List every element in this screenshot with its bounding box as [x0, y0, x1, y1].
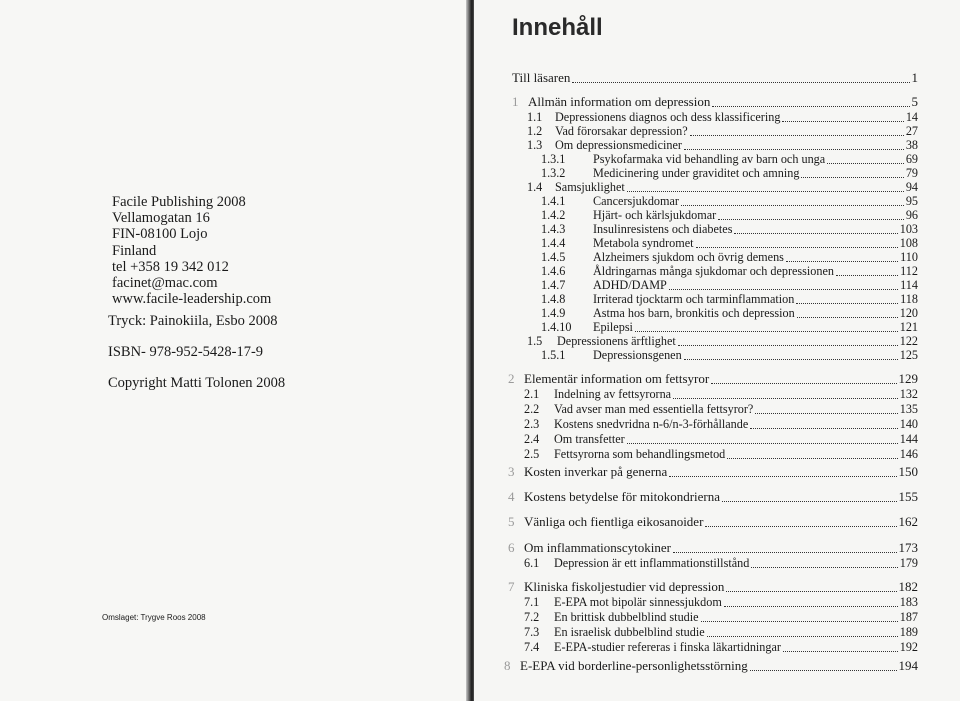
colophon-line: Facile Publishing 2008	[112, 194, 246, 210]
toc-leader-dots	[755, 412, 897, 414]
toc-entry	[508, 466, 918, 480]
toc-entry	[524, 611, 918, 625]
toc-leader-dots	[801, 176, 903, 178]
toc-entry-title: Kliniska fiskoljestudier vid depression	[524, 579, 725, 594]
toc-entry-page: 162	[898, 514, 918, 529]
toc-entry-number: 6.1	[524, 556, 540, 570]
toc-entry	[541, 209, 918, 223]
toc-entry-page: 125	[899, 348, 918, 362]
toc-entry	[541, 237, 918, 251]
toc-entry	[524, 448, 918, 462]
toc-leader-dots	[669, 288, 898, 290]
toc-entry-page: 38	[905, 138, 918, 152]
printer-info: Tryck: Painokiila, Esbo 2008	[108, 313, 278, 329]
toc-entry-page: 146	[899, 447, 918, 461]
toc-entry-page: 114	[900, 278, 918, 292]
toc-entry-number: 7	[508, 579, 515, 594]
toc-entry-number: 2.5	[524, 447, 540, 461]
toc-entry-number: 1.3.2	[541, 166, 566, 180]
toc-entry-page: 118	[900, 292, 918, 306]
toc-entry-title: En israelisk dubbelblind studie	[554, 625, 705, 639]
toc-entry-number: 1.4	[527, 180, 543, 194]
toc-entry	[524, 418, 918, 432]
toc-leader-dots	[750, 427, 897, 429]
toc-entry-page: 150	[898, 464, 918, 479]
toc-entry-page: 155	[898, 489, 918, 504]
toc-entry-number: 7.2	[524, 610, 540, 624]
toc-leader-dots	[796, 302, 898, 304]
isbn: ISBN- 978-952-5428-17-9	[108, 344, 264, 360]
toc-entry-number: 2	[508, 371, 515, 386]
colophon-line: facinet@mac.com	[112, 275, 218, 292]
toc-leader-dots	[635, 330, 898, 332]
toc-entry-title: Allmän information om depression	[528, 94, 711, 109]
toc-entry-page: 187	[899, 610, 918, 624]
toc-entry-number: 7.1	[524, 595, 540, 609]
toc-entry-title: Hjärt- och kärlsjukdomar	[593, 208, 717, 222]
toc-entry-title: Om inflammationscytokiner	[524, 540, 671, 555]
cover-credit: Omslaget: Trygve Roos 2008	[102, 613, 206, 622]
toc-leader-dots	[627, 442, 898, 444]
toc-entry-title: Vänliga och fientliga eikosanoider	[524, 514, 704, 529]
toc-leader-dots	[726, 590, 896, 592]
toc-leader-dots	[827, 162, 904, 164]
toc-entry-page: 95	[905, 194, 918, 208]
toc-entry	[527, 111, 918, 125]
toc-entry-page: 122	[899, 334, 918, 348]
toc-entry-page: 129	[898, 371, 918, 386]
toc-entry-number: 7.3	[524, 625, 540, 639]
toc-leader-dots	[734, 232, 897, 234]
toc-entry-number: 7.4	[524, 640, 540, 654]
toc-entry-title: Indelning av fettsyrorna	[554, 387, 672, 401]
toc-entry-title: Elementär information om fettsyror	[524, 371, 710, 386]
toc-leader-dots	[718, 218, 904, 220]
toc-leader-dots	[751, 566, 897, 568]
toc-entry-title: Medicinering under graviditet och amning	[593, 166, 800, 180]
colophon-line: tel +358 19 342 012	[112, 258, 229, 275]
colophon	[112, 194, 271, 307]
toc-entry	[524, 388, 918, 402]
toc-entry-page: 27	[905, 124, 918, 138]
toc-entry-number: 1.4.10	[541, 320, 572, 334]
toc-leader-dots	[681, 204, 904, 206]
toc-leader-dots	[797, 316, 898, 318]
toc-entry-number: 4	[508, 489, 515, 504]
toc-leader-dots	[722, 500, 896, 502]
toc-entry-title: E-EPA vid borderline-personlighetsstörning	[520, 658, 748, 673]
toc-entry-number: 1.4.6	[541, 264, 566, 278]
colophon-line: FIN-08100 Lojo	[112, 226, 208, 243]
toc-entry	[527, 139, 918, 153]
toc-entry-title: ADHD/DAMP	[593, 278, 667, 292]
toc-leader-dots	[724, 605, 898, 607]
toc-entry	[541, 279, 918, 293]
toc-entry-page: 135	[899, 402, 918, 416]
toc-entry-number: 1.5.1	[541, 348, 566, 362]
toc-entry-title: Astma hos barn, bronkitis och depression	[593, 306, 795, 320]
toc-entry-number: 1.4.9	[541, 306, 566, 320]
toc-leader-dots	[690, 134, 904, 136]
toc-entry-number: 2.1	[524, 387, 540, 401]
toc-entry-page: 96	[905, 208, 918, 222]
toc-entry-title: Depression är ett inflammationstillstånd	[554, 556, 750, 570]
toc-entry-number: 1	[512, 94, 519, 109]
toc-entry-page: 120	[899, 306, 918, 320]
toc-entry-number: 1.4.2	[541, 208, 566, 222]
toc-entry-number: 6	[508, 540, 515, 555]
toc-entry-page: 192	[899, 640, 918, 654]
toc-entry	[524, 596, 918, 610]
toc-entry-title: Vad förorsakar depression?	[555, 124, 688, 138]
toc-entry-title: Om depressionsmediciner	[555, 138, 682, 152]
toc-entry-number: 1.4.4	[541, 236, 566, 250]
toc-entry-title: Cancersjukdomar	[593, 194, 679, 208]
toc-entry-number: 5	[508, 514, 515, 529]
toc-entry-page: 144	[899, 432, 918, 446]
toc-entry-number: 1.3	[527, 138, 543, 152]
toc-entry-page: 69	[905, 152, 918, 166]
toc-entry-title: Fettsyrorna som behandlingsmetod	[554, 447, 726, 461]
toc-entry-title: En brittisk dubbelblind studie	[554, 610, 699, 624]
toc-entry	[508, 542, 918, 556]
toc-leader-dots	[673, 397, 898, 399]
toc-entry-page: 179	[899, 556, 918, 570]
toc-entry-number: 1.4.7	[541, 278, 566, 292]
toc-entry-title: Till läsaren	[512, 70, 571, 85]
toc-entry	[541, 223, 918, 237]
toc-entry	[508, 491, 918, 505]
toc-leader-dots	[678, 344, 898, 346]
toc-entry	[541, 265, 918, 279]
toc-leader-dots	[786, 260, 898, 262]
toc-entry	[504, 660, 918, 674]
toc-entry-number: 2.4	[524, 432, 540, 446]
toc-entry	[524, 626, 918, 640]
toc-entry-page: 110	[900, 250, 918, 264]
toc-entry-title: Kosten inverkar på generna	[524, 464, 668, 479]
toc-entry-number: 2.3	[524, 417, 540, 431]
toc-entry-title: E-EPA mot bipolär sinnessjukdom	[554, 595, 722, 609]
toc-entry-number: 2.2	[524, 402, 540, 416]
toc-entry-title: Metabola syndromet	[593, 236, 694, 250]
toc-entry-number: 1.4.3	[541, 222, 566, 236]
toc-leader-dots	[836, 274, 898, 276]
toc-entry-page: 183	[899, 595, 918, 609]
toc-leader-dots	[701, 620, 898, 622]
toc-entry	[512, 96, 918, 110]
toc-leader-dots	[572, 81, 909, 83]
toc-entry	[527, 181, 918, 195]
toc-entry-number: 1.4.5	[541, 250, 566, 264]
toc-leader-dots	[684, 148, 904, 150]
toc-entry-number: 1.3.1	[541, 152, 566, 166]
toc-entry-title: Psykofarmaka vid behandling av barn och unga	[593, 152, 826, 166]
toc-entry	[524, 557, 918, 571]
toc-entry-page: 121	[899, 320, 918, 334]
toc-leader-dots	[696, 246, 898, 248]
toc-entry-title: Depressionsgenen	[593, 348, 682, 362]
toc-leader-dots	[707, 635, 898, 637]
colophon-line: www.facile-leadership.com	[112, 291, 272, 308]
toc-entry	[527, 125, 918, 139]
toc-leader-dots	[684, 358, 898, 360]
toc-entry-title: Irriterad tjocktarm och tarminflammation	[593, 292, 795, 306]
toc-entry	[541, 293, 918, 307]
toc-entry-number: 1.2	[527, 124, 543, 138]
toc-entry-number: 1.5	[527, 334, 543, 348]
toc-leader-dots	[712, 105, 909, 107]
toc-entry	[541, 349, 918, 363]
toc-leader-dots	[705, 525, 896, 527]
toc-entry	[527, 335, 918, 349]
colophon-line: Finland	[112, 242, 157, 259]
toc-entry-page: 182	[898, 579, 918, 594]
toc-leader-dots	[750, 669, 897, 671]
toc-entry-page: 5	[911, 94, 918, 109]
toc-entry-page: 94	[905, 180, 918, 194]
toc-entry-page: 103	[899, 222, 918, 236]
toc-leader-dots	[711, 382, 896, 384]
toc-entry-page: 194	[898, 658, 918, 673]
toc-entry-title: Om transfetter	[554, 432, 625, 446]
toc-entry	[541, 321, 918, 335]
toc-entry-title: Kostens betydelse för mitokondrierna	[524, 489, 721, 504]
toc-entry	[524, 403, 918, 417]
toc-entry-page: 140	[899, 417, 918, 431]
toc-entry-number: 1.4.8	[541, 292, 566, 306]
toc-entry-title: Vad avser man med essentiella fettsyror?	[554, 402, 754, 416]
colophon-line: Vellamogatan 16	[112, 210, 210, 227]
toc-entry-number: 1.1	[527, 110, 543, 124]
toc-entry-page: 108	[899, 236, 918, 250]
left-page	[0, 0, 468, 701]
toc-entry-page: 1	[911, 70, 918, 85]
toc-leader-dots	[669, 475, 896, 477]
page-title: Innehåll	[512, 14, 603, 41]
toc-entry-number: 1.4.1	[541, 194, 566, 208]
toc-entry-page: 14	[905, 110, 918, 124]
toc-entry-page: 112	[900, 264, 918, 278]
toc-entry	[541, 251, 918, 265]
toc-entry-title: Epilepsi	[593, 320, 633, 334]
toc-leader-dots	[727, 457, 897, 459]
toc-entry-title: E-EPA-studier refereras i finska läkartidningar	[554, 640, 781, 654]
toc-leader-dots	[627, 190, 904, 192]
toc-entry	[541, 167, 918, 181]
toc-entry-title: Insulinresistens och diabetes	[593, 222, 733, 236]
toc-entry-title: Depressionens diagnos och dess klassificering	[555, 110, 781, 124]
toc-entry-number: 3	[508, 464, 515, 479]
toc-entry	[524, 641, 918, 655]
toc-entry-title: Samsjuklighet	[555, 180, 625, 194]
toc-entry-title: Kostens snedvridna n-6/n-3-förhållande	[554, 417, 749, 431]
toc-entry-number: 8	[504, 658, 511, 673]
toc-entry-title: Alzheimers sjukdom och övrig demens	[593, 250, 784, 264]
toc-entry-page: 79	[905, 166, 918, 180]
toc-entry	[541, 195, 918, 209]
toc-entry-page: 173	[898, 540, 918, 555]
toc-entry	[508, 516, 918, 530]
toc-entry-page: 132	[899, 387, 918, 401]
toc-leader-dots	[783, 650, 898, 652]
copyright: Copyright Matti Tolonen 2008	[108, 375, 286, 391]
toc-entry	[508, 581, 918, 595]
toc-leader-dots	[673, 551, 897, 553]
toc-entry-title: Åldringarnas många sjukdomar och depressionen	[593, 264, 834, 278]
toc-entry	[524, 433, 918, 447]
toc-entry-page: 189	[899, 625, 918, 639]
toc-leader-dots	[782, 120, 903, 122]
toc-entry	[512, 72, 918, 86]
toc-entry-title: Depressionens ärftlighet	[557, 334, 676, 348]
toc-entry	[508, 373, 918, 387]
toc-entry	[541, 153, 918, 167]
toc-entry	[541, 307, 918, 321]
